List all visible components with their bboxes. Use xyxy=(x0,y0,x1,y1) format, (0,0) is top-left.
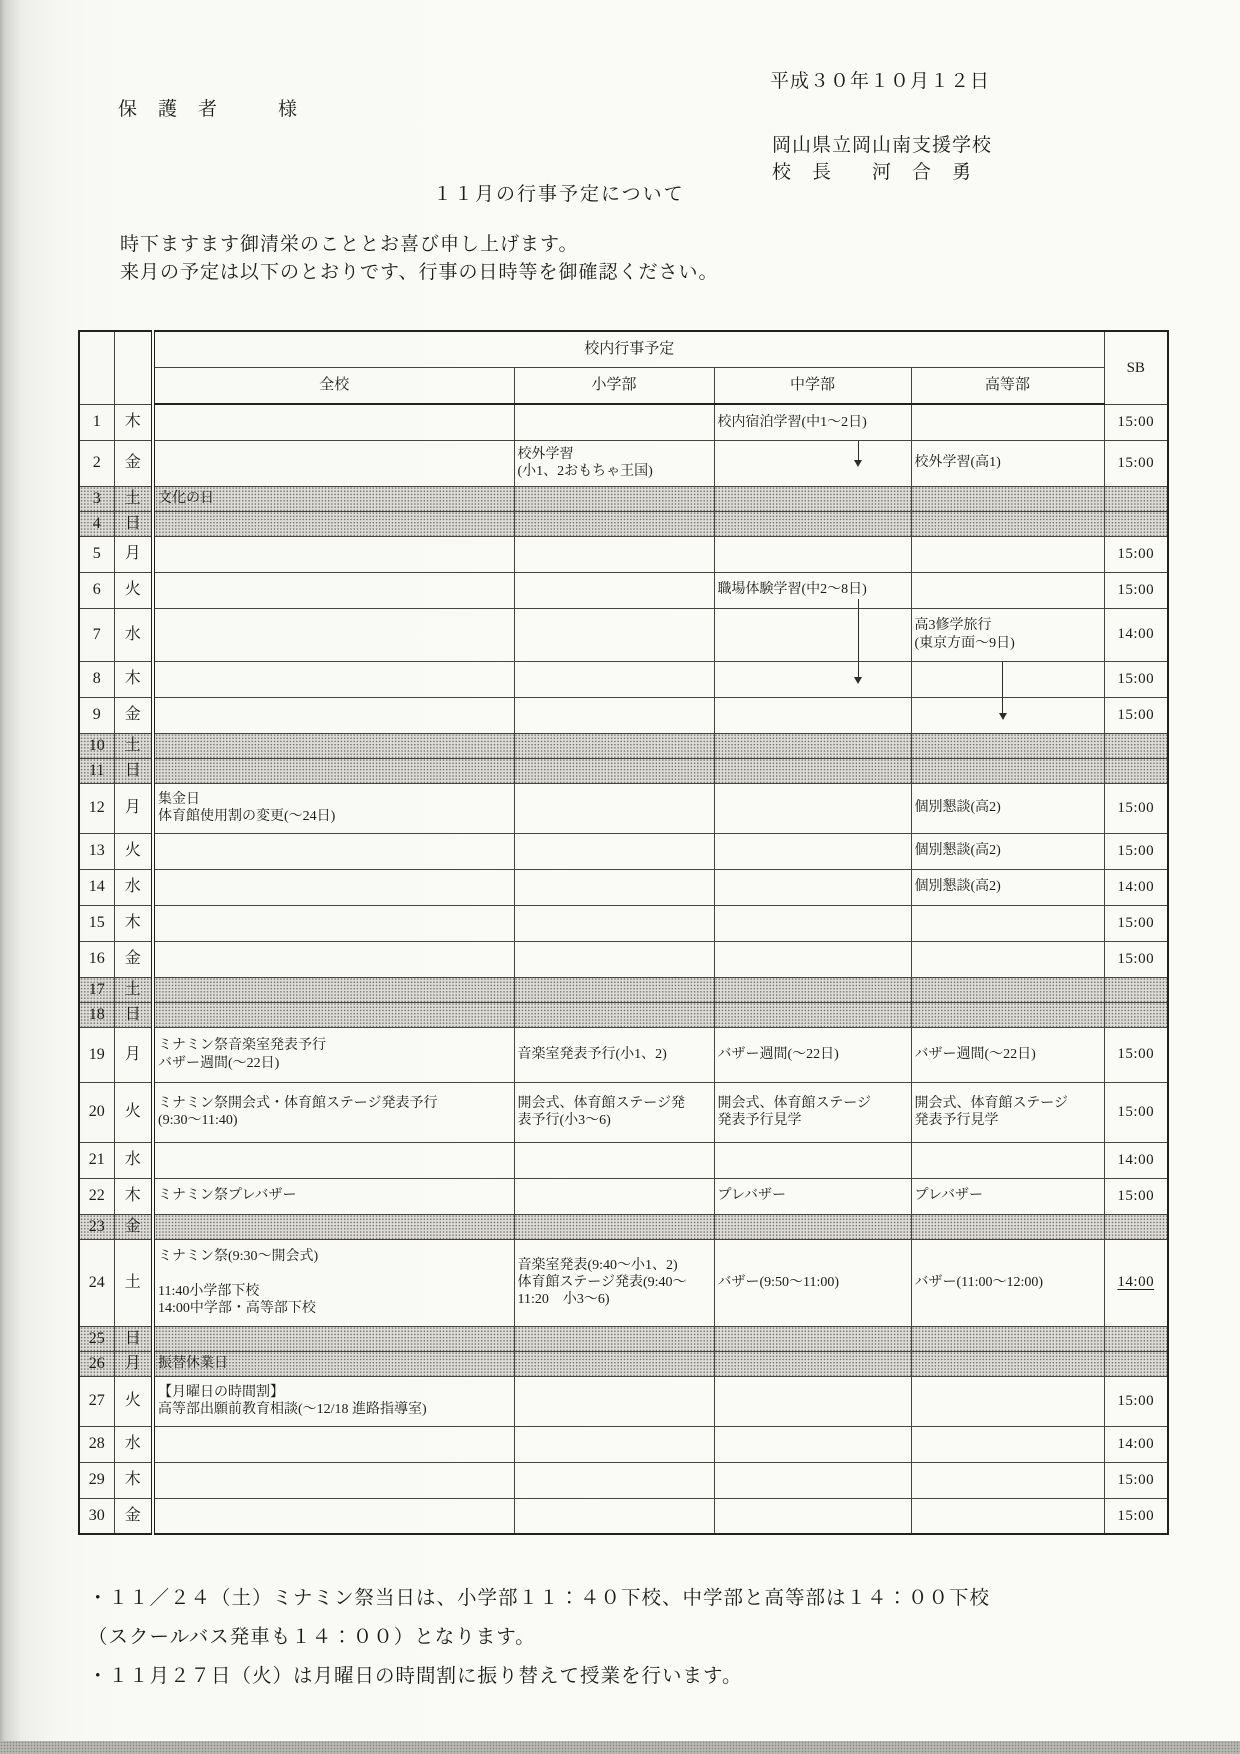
table-row-day-13 xyxy=(79,833,1168,869)
table-row-day-17 xyxy=(79,977,1168,1002)
event-cell-zenko: 振替休業日 xyxy=(153,1351,514,1376)
event-cell-sho xyxy=(514,661,714,697)
event-cell-zenko: 【月曜日の時間割】 高等部出願前教育相談(～12/18 進路指導室) xyxy=(153,1376,514,1426)
day-cell: 16 xyxy=(79,941,114,977)
event-cell-ko xyxy=(911,1376,1104,1426)
event-cell-chu xyxy=(714,1498,911,1534)
day-cell: 15 xyxy=(79,905,114,941)
table-row-day-23 xyxy=(79,1214,1168,1239)
event-cell-chu xyxy=(714,1002,911,1027)
sb-cell: 15:00 xyxy=(1104,572,1168,608)
event-cell-ko: 校外学習(高1) xyxy=(911,440,1104,486)
continuation-arrow-icon xyxy=(1002,697,1003,713)
dow-cell: 木 xyxy=(114,1178,153,1214)
dow-cell: 水 xyxy=(114,1426,153,1462)
event-cell-zenko xyxy=(153,1142,514,1178)
event-cell-sho: 校外学習 (小1、2おもちゃ王国) xyxy=(514,440,714,486)
table-row-day-6 xyxy=(79,572,1168,608)
event-cell-ko: 個別懇談(高2) xyxy=(911,869,1104,905)
sb-cell: 15:00 xyxy=(1104,833,1168,869)
event-cell-sho xyxy=(514,869,714,905)
note-line: ・１１月２７日（火）は月曜日の時間割に振り替えて授業を行います。 xyxy=(88,1666,743,1687)
event-cell-chu xyxy=(714,1462,911,1498)
day-cell: 17 xyxy=(79,977,114,1002)
event-cell-zenko xyxy=(153,977,514,1002)
event-cell-sho: 音楽室発表予行(小1、2) xyxy=(514,1027,714,1082)
day-cell: 27 xyxy=(79,1376,114,1426)
day-cell: 9 xyxy=(79,697,114,733)
table-row-day-20 xyxy=(79,1082,1168,1142)
dow-cell: 水 xyxy=(114,869,153,905)
event-cell-sho xyxy=(514,608,714,661)
table-row-day-7 xyxy=(79,608,1168,661)
schedule-table xyxy=(78,330,1169,1535)
event-cell-ko xyxy=(911,1002,1104,1027)
day-cell: 22 xyxy=(79,1178,114,1214)
dow-cell: 金 xyxy=(114,1498,153,1534)
event-cell-zenko: 文化の日 xyxy=(153,486,514,511)
event-cell-chu: 職場体験学習(中2～8日) xyxy=(714,572,911,608)
table-row-day-8 xyxy=(79,661,1168,697)
dow-cell: 金 xyxy=(114,941,153,977)
document-title: １１月の行事予定について xyxy=(433,184,685,205)
table-row-day-14 xyxy=(79,869,1168,905)
sb-cell: 14:00 xyxy=(1104,869,1168,905)
event-cell-zenko xyxy=(153,697,514,733)
event-cell-ko xyxy=(911,486,1104,511)
sb-cell: 15:00 xyxy=(1104,905,1168,941)
table-row-day-3 xyxy=(79,486,1168,511)
table-row-day-4 xyxy=(79,511,1168,536)
sb-cell: 15:00 xyxy=(1104,941,1168,977)
event-cell-ko xyxy=(911,1351,1104,1376)
document-date: 平成３０年１０月１２日 xyxy=(770,71,991,92)
table-row-day-19 xyxy=(79,1027,1168,1082)
sb-cell xyxy=(1104,486,1168,511)
sb-cell xyxy=(1104,733,1168,758)
sb-cell xyxy=(1104,977,1168,1002)
event-cell-ko xyxy=(911,572,1104,608)
dow-cell: 木 xyxy=(114,1462,153,1498)
day-cell: 20 xyxy=(79,1082,114,1142)
event-cell-chu xyxy=(714,905,911,941)
dow-cell: 木 xyxy=(114,404,153,440)
recipient-line: 保 護 者 様 xyxy=(118,99,299,120)
event-cell-zenko xyxy=(153,733,514,758)
event-cell-sho: 音楽室発表(9:40～小1、2) 体育館ステージ発表(9:40～ 11:20 小3～6) xyxy=(514,1239,714,1326)
sb-cell: 15:00 xyxy=(1104,783,1168,833)
event-cell-chu xyxy=(714,486,911,511)
table-row-day-2 xyxy=(79,440,1168,486)
dow-cell: 日 xyxy=(114,511,153,536)
event-cell-ko: 高3修学旅行 (東京方面～9日) xyxy=(911,608,1104,661)
event-cell-chu xyxy=(714,1214,911,1239)
dow-cell: 土 xyxy=(114,1239,153,1326)
event-cell-chu xyxy=(714,733,911,758)
day-cell: 8 xyxy=(79,661,114,697)
day-cell: 24 xyxy=(79,1239,114,1326)
event-cell-zenko: ミナミン祭開会式・体育館ステージ発表予行 (9:30～11:40) xyxy=(153,1082,514,1142)
event-cell-sho xyxy=(514,833,714,869)
table-row-day-21 xyxy=(79,1142,1168,1178)
day-cell: 18 xyxy=(79,1002,114,1027)
day-cell: 7 xyxy=(79,608,114,661)
table-row-day-27 xyxy=(79,1376,1168,1426)
dow-cell: 月 xyxy=(114,1027,153,1082)
continuation-line xyxy=(1002,661,1003,697)
day-cell: 12 xyxy=(79,783,114,833)
event-cell-chu: プレバザー xyxy=(714,1178,911,1214)
sb-cell: 14:00 xyxy=(1104,1142,1168,1178)
event-cell-zenko xyxy=(153,1462,514,1498)
greeting-line-1: 時下ますます御清栄のこととお喜び申し上げます。 xyxy=(120,234,579,255)
day-cell: 19 xyxy=(79,1027,114,1082)
event-cell-zenko xyxy=(153,608,514,661)
event-cell-chu xyxy=(714,869,911,905)
event-cell-sho xyxy=(514,1351,714,1376)
event-cell-sho xyxy=(514,758,714,783)
day-cell: 21 xyxy=(79,1142,114,1178)
event-cell-ko xyxy=(911,941,1104,977)
event-cell-chu xyxy=(714,977,911,1002)
dow-cell: 金 xyxy=(114,697,153,733)
table-row-day-29 xyxy=(79,1462,1168,1498)
event-cell-ko xyxy=(911,905,1104,941)
dow-cell: 火 xyxy=(114,1376,153,1426)
dow-cell: 日 xyxy=(114,758,153,783)
continuation-line xyxy=(858,608,859,661)
table-row-day-5 xyxy=(79,536,1168,572)
event-cell-chu: バザー(9:50～11:00) xyxy=(714,1239,911,1326)
event-cell-ko: 個別懇談(高2) xyxy=(911,833,1104,869)
dow-cell: 金 xyxy=(114,1214,153,1239)
event-cell-sho xyxy=(514,1002,714,1027)
event-cell-sho xyxy=(514,1462,714,1498)
event-cell-zenko xyxy=(153,833,514,869)
header-day-blank xyxy=(79,331,114,404)
event-cell-ko xyxy=(911,661,1104,697)
event-cell-chu xyxy=(714,661,911,697)
event-cell-sho xyxy=(514,1426,714,1462)
event-cell-zenko: ミナミン祭音楽室発表予行 バザー週間(～22日) xyxy=(153,1027,514,1082)
sb-cell: 15:00 xyxy=(1104,1376,1168,1426)
event-cell-sho xyxy=(514,977,714,1002)
day-cell: 11 xyxy=(79,758,114,783)
event-cell-chu xyxy=(714,758,911,783)
sb-cell: 14:00 xyxy=(1104,1426,1168,1462)
sb-cell: 15:00 xyxy=(1104,440,1168,486)
scanner-edge-artifact xyxy=(0,1741,1240,1754)
event-cell-chu: 校内宿泊学習(中1～2日) xyxy=(714,404,911,440)
note-line: （スクールバス発車も１４：００）となります。 xyxy=(88,1627,536,1648)
col-header-2: 中学部 xyxy=(714,368,911,405)
table-row-day-11 xyxy=(79,758,1168,783)
event-cell-chu xyxy=(714,1142,911,1178)
event-cell-ko: 開会式、体育館ステージ 発表予行見学 xyxy=(911,1082,1104,1142)
continuation-arrow-icon xyxy=(858,661,859,677)
event-cell-chu xyxy=(714,1426,911,1462)
dow-cell: 水 xyxy=(114,608,153,661)
table-row-day-16 xyxy=(79,941,1168,977)
event-cell-ko xyxy=(911,536,1104,572)
event-cell-zenko xyxy=(153,941,514,977)
event-cell-sho xyxy=(514,486,714,511)
day-cell: 3 xyxy=(79,486,114,511)
table-row-day-22 xyxy=(79,1178,1168,1214)
dow-cell: 火 xyxy=(114,833,153,869)
day-cell: 29 xyxy=(79,1462,114,1498)
day-cell: 26 xyxy=(79,1351,114,1376)
event-cell-chu xyxy=(714,608,911,661)
day-cell: 6 xyxy=(79,572,114,608)
header-dow-blank xyxy=(114,331,153,404)
event-cell-zenko xyxy=(153,1326,514,1351)
event-cell-ko xyxy=(911,1326,1104,1351)
day-cell: 14 xyxy=(79,869,114,905)
sb-cell xyxy=(1104,511,1168,536)
continuation-arrow-icon xyxy=(858,440,859,460)
event-cell-chu xyxy=(714,440,911,486)
note-line: ・１１／２４（土）ミナミン祭当日は、小学部１１：４０下校、中学部と高等部は１４：００下校 xyxy=(88,1588,991,1609)
event-cell-zenko: ミナミン祭(9:30～開会式) 11:40小学部下校 14:00中学部・高等部下校 xyxy=(153,1239,514,1326)
dow-cell: 火 xyxy=(114,1082,153,1142)
event-cell-zenko: 集金日 体育館使用割の変更(～24日) xyxy=(153,783,514,833)
dow-cell: 月 xyxy=(114,1351,153,1376)
dow-cell: 木 xyxy=(114,661,153,697)
sb-cell: 15:00 xyxy=(1104,697,1168,733)
dow-cell: 金 xyxy=(114,440,153,486)
event-cell-sho xyxy=(514,1326,714,1351)
sb-cell xyxy=(1104,758,1168,783)
event-cell-zenko xyxy=(153,536,514,572)
sb-cell: 15:00 xyxy=(1104,1082,1168,1142)
event-cell-chu xyxy=(714,1351,911,1376)
greeting-line-2: 来月の予定は以下のとおりです、行事の日時等を御確認ください。 xyxy=(120,262,719,283)
day-cell: 1 xyxy=(79,404,114,440)
event-cell-chu xyxy=(714,783,911,833)
dow-cell: 水 xyxy=(114,1142,153,1178)
table-row-day-12 xyxy=(79,783,1168,833)
sb-cell: 15:00 xyxy=(1104,1498,1168,1534)
event-cell-ko xyxy=(911,977,1104,1002)
sb-cell xyxy=(1104,1326,1168,1351)
event-cell-ko xyxy=(911,1214,1104,1239)
sb-cell: 15:00 xyxy=(1104,1027,1168,1082)
principal-name: 校 長 河 合 勇 xyxy=(772,162,973,183)
day-cell: 23 xyxy=(79,1214,114,1239)
event-cell-chu xyxy=(714,1376,911,1426)
sb-cell: 14:00 xyxy=(1104,1239,1168,1326)
sb-cell xyxy=(1104,1351,1168,1376)
event-cell-ko: プレバザー xyxy=(911,1178,1104,1214)
dow-cell: 木 xyxy=(114,905,153,941)
event-cell-sho xyxy=(514,404,714,440)
table-row-day-1 xyxy=(79,404,1168,440)
event-cell-ko xyxy=(911,1498,1104,1534)
col-header-3: 高等部 xyxy=(911,368,1104,405)
event-cell-sho xyxy=(514,511,714,536)
event-cell-chu xyxy=(714,697,911,733)
day-cell: 13 xyxy=(79,833,114,869)
day-cell: 25 xyxy=(79,1326,114,1351)
event-cell-sho xyxy=(514,697,714,733)
table-row-day-28 xyxy=(79,1426,1168,1462)
event-cell-sho xyxy=(514,1178,714,1214)
footer-notes xyxy=(88,1582,990,1699)
header-sb: SB xyxy=(1104,331,1168,404)
day-cell: 2 xyxy=(79,440,114,486)
sb-cell: 15:00 xyxy=(1104,661,1168,697)
event-cell-ko: 個別懇談(高2) xyxy=(911,783,1104,833)
sb-cell xyxy=(1104,1214,1168,1239)
sb-cell: 14:00 xyxy=(1104,608,1168,661)
day-cell: 5 xyxy=(79,536,114,572)
event-cell-zenko xyxy=(153,1214,514,1239)
school-name: 岡山県立岡山南支援学校 xyxy=(772,135,993,156)
event-cell-zenko xyxy=(153,440,514,486)
event-cell-ko xyxy=(911,1142,1104,1178)
event-cell-ko xyxy=(911,404,1104,440)
table-row-day-24 xyxy=(79,1239,1168,1326)
event-cell-zenko xyxy=(153,905,514,941)
event-cell-chu: バザー週間(～22日) xyxy=(714,1027,911,1082)
event-cell-sho xyxy=(514,1142,714,1178)
dow-cell: 火 xyxy=(114,572,153,608)
sb-cell: 15:00 xyxy=(1104,1178,1168,1214)
event-cell-zenko xyxy=(153,1002,514,1027)
sb-cell xyxy=(1104,1002,1168,1027)
event-cell-sho xyxy=(514,536,714,572)
event-cell-sho xyxy=(514,1498,714,1534)
table-row-day-30 xyxy=(79,1498,1168,1534)
dow-cell: 月 xyxy=(114,783,153,833)
event-cell-zenko: ミナミン祭プレバザー xyxy=(153,1178,514,1214)
event-cell-chu xyxy=(714,941,911,977)
event-cell-chu xyxy=(714,511,911,536)
event-cell-chu xyxy=(714,1326,911,1351)
event-cell-sho xyxy=(514,572,714,608)
event-cell-ko: バザー週間(～22日) xyxy=(911,1027,1104,1082)
dow-cell: 月 xyxy=(114,536,153,572)
col-header-0: 全校 xyxy=(153,368,514,405)
sb-cell: 15:00 xyxy=(1104,404,1168,440)
event-cell-zenko xyxy=(153,869,514,905)
event-cell-sho xyxy=(514,783,714,833)
table-row-day-18 xyxy=(79,1002,1168,1027)
event-cell-zenko xyxy=(153,758,514,783)
event-cell-sho xyxy=(514,905,714,941)
event-cell-ko: バザー(11:00～12:00) xyxy=(911,1239,1104,1326)
header-group-events: 校内行事予定 xyxy=(153,331,1104,368)
continuation-line xyxy=(858,599,859,609)
event-cell-ko xyxy=(911,1462,1104,1498)
event-cell-ko xyxy=(911,511,1104,536)
event-cell-zenko xyxy=(153,511,514,536)
day-cell: 4 xyxy=(79,511,114,536)
day-cell: 10 xyxy=(79,733,114,758)
event-cell-chu xyxy=(714,536,911,572)
event-cell-ko xyxy=(911,1426,1104,1462)
dow-cell: 土 xyxy=(114,733,153,758)
table-row-day-25 xyxy=(79,1326,1168,1351)
event-cell-ko xyxy=(911,733,1104,758)
col-header-1: 小学部 xyxy=(514,368,714,405)
event-cell-zenko xyxy=(153,404,514,440)
sb-cell: 15:00 xyxy=(1104,1462,1168,1498)
event-cell-zenko xyxy=(153,572,514,608)
event-cell-chu: 開会式、体育館ステージ 発表予行見学 xyxy=(714,1082,911,1142)
event-cell-sho xyxy=(514,941,714,977)
day-cell: 30 xyxy=(79,1498,114,1534)
event-cell-sho xyxy=(514,733,714,758)
event-cell-sho xyxy=(514,1214,714,1239)
day-cell: 28 xyxy=(79,1426,114,1462)
table-row-day-26 xyxy=(79,1351,1168,1376)
event-cell-zenko xyxy=(153,1426,514,1462)
event-cell-ko xyxy=(911,758,1104,783)
dow-cell: 土 xyxy=(114,977,153,1002)
event-cell-chu xyxy=(714,833,911,869)
event-cell-ko xyxy=(911,697,1104,733)
table-row-day-10 xyxy=(79,733,1168,758)
dow-cell: 土 xyxy=(114,486,153,511)
table-row-day-15 xyxy=(79,905,1168,941)
table-row-day-9 xyxy=(79,697,1168,733)
event-cell-zenko xyxy=(153,661,514,697)
sb-cell: 15:00 xyxy=(1104,536,1168,572)
event-cell-zenko xyxy=(153,1498,514,1534)
dow-cell: 日 xyxy=(114,1002,153,1027)
event-cell-sho xyxy=(514,1376,714,1426)
event-cell-sho: 開会式、体育館ステージ発 表予行(小3～6) xyxy=(514,1082,714,1142)
dow-cell: 日 xyxy=(114,1326,153,1351)
